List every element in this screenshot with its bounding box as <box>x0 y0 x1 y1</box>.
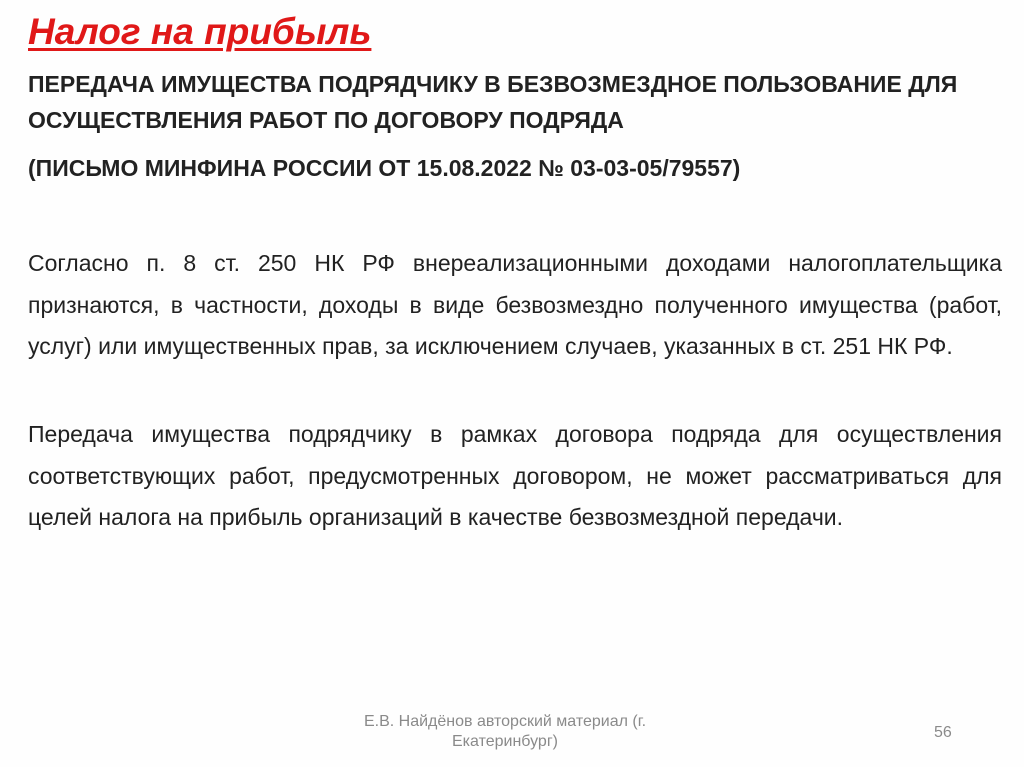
footer-author: Е.В. Найдёнов авторский материал (г. Екатеринбург) <box>363 713 647 750</box>
letter-reference: (ПИСЬМО МИНФИНА РОССИИ ОТ 15.08.2022 № 03-03-05/79557) <box>28 155 741 181</box>
body-paragraph-2: Передача имущества подрядчику в рамках договора подряда для осуществления соответствующих работ, предусмотренных договором, не может рассматриваться для целей налога на прибыль организаций в качестве безвозмездной передачи. <box>28 421 1002 530</box>
body-paragraph-1: Согласно п. 8 ст. 250 НК РФ внереализационными доходами налогоплательщика признаются, в частности, доходы в виде безвозмездно полученного имущества (работ, услуг) или имущественных прав, за исключением случаев, указанных в ст. 251 НК РФ. <box>28 250 1002 359</box>
page-number: 56 <box>934 724 952 741</box>
slide-title: Налог на прибыль <box>28 11 372 52</box>
slide-subtitle: ПЕРЕДАЧА ИМУЩЕСТВА ПОДРЯДЧИКУ В БЕЗВОЗМЕЗДНОЕ ПОЛЬЗОВАНИЕ ДЛЯ ОСУЩЕСТВЛЕНИЯ РАБОТ ПО ДОГОВОРУ ПОДРЯДА <box>28 71 958 133</box>
